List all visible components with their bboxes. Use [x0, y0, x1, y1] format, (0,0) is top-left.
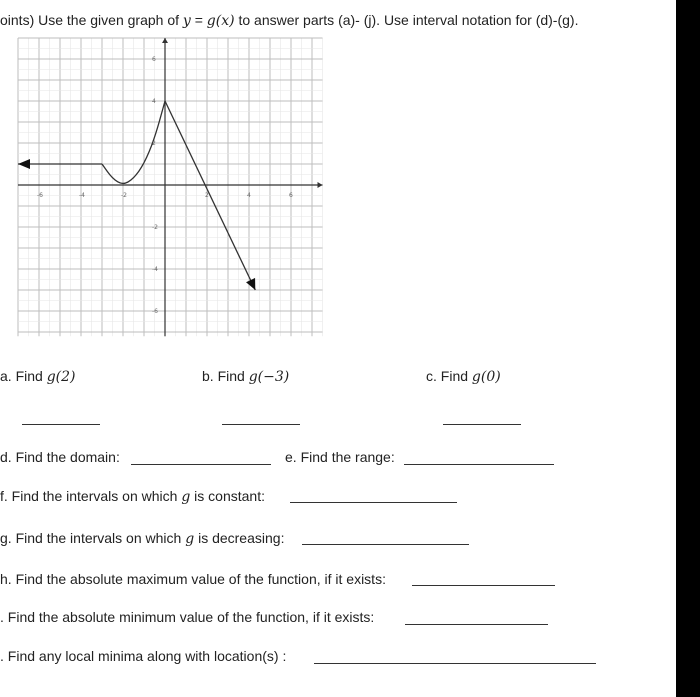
header-x: (x) — [215, 13, 235, 29]
header-instructions: oints) Use the given graph of y = g(x) to answer parts (a)- (j). Use interval notation for (d)-(g). — [0, 12, 579, 29]
x-tick-label: -2 — [121, 192, 127, 199]
question-e: e. Find the range: — [285, 449, 395, 465]
x-tick-label: 4 — [247, 192, 251, 199]
left-arrowhead-icon — [18, 159, 30, 169]
header-suffix: to answer parts (a)- (j). Use interval notation for (d)-(g). — [234, 12, 579, 28]
question-f: f. Find the intervals on which g is constant: — [0, 488, 265, 505]
answer-blank-abs-min[interactable] — [405, 624, 548, 625]
answer-blank-constant[interactable] — [290, 502, 457, 503]
question-g: g. Find the intervals on which g is decreasing: — [0, 530, 285, 547]
y-tick-label: 6 — [152, 56, 156, 63]
question-a: a. Find g(2) — [0, 368, 76, 385]
y-tick-label: -4 — [152, 266, 158, 273]
header-eq: = — [190, 12, 207, 28]
answer-blank-abs-max[interactable] — [412, 585, 555, 586]
question-i: . Find the absolute minimum value of the function, if it exists: — [0, 609, 375, 625]
answer-blank-b[interactable] — [222, 424, 300, 425]
y-tick-label: -2 — [152, 224, 158, 231]
x-tick-label: 6 — [289, 192, 293, 199]
x-tick-label: -6 — [37, 192, 43, 199]
answer-blank-a[interactable] — [22, 424, 100, 425]
y-tick-label: 4 — [152, 98, 156, 105]
question-h: h. Find the absolute maximum value of the function, if it exists: — [0, 571, 386, 587]
x-tick-label: 2 — [205, 192, 209, 199]
question-c: c. Find g(0) — [426, 368, 501, 385]
answer-blank-range[interactable] — [404, 464, 554, 465]
question-b: b. Find g(−3) — [202, 368, 290, 385]
answer-blank-local-min[interactable] — [314, 663, 596, 664]
dark-right-edge — [676, 0, 700, 697]
function-graph — [0, 30, 330, 348]
header-y: y — [182, 13, 191, 29]
answer-blank-domain[interactable] — [131, 464, 271, 465]
y-tick-label: -6 — [152, 308, 158, 315]
header-g: g — [206, 13, 216, 29]
question-d: d. Find the domain: — [0, 449, 120, 465]
question-j: . Find any local minima along with location(s) : — [0, 648, 287, 664]
y-axis-arrow-icon — [162, 38, 168, 43]
answer-blank-decreasing[interactable] — [302, 544, 469, 545]
answer-blank-c[interactable] — [443, 424, 521, 425]
x-tick-label: -4 — [79, 192, 85, 199]
y-tick-label: 2 — [152, 140, 156, 147]
x-axis-arrow-icon — [318, 182, 323, 188]
